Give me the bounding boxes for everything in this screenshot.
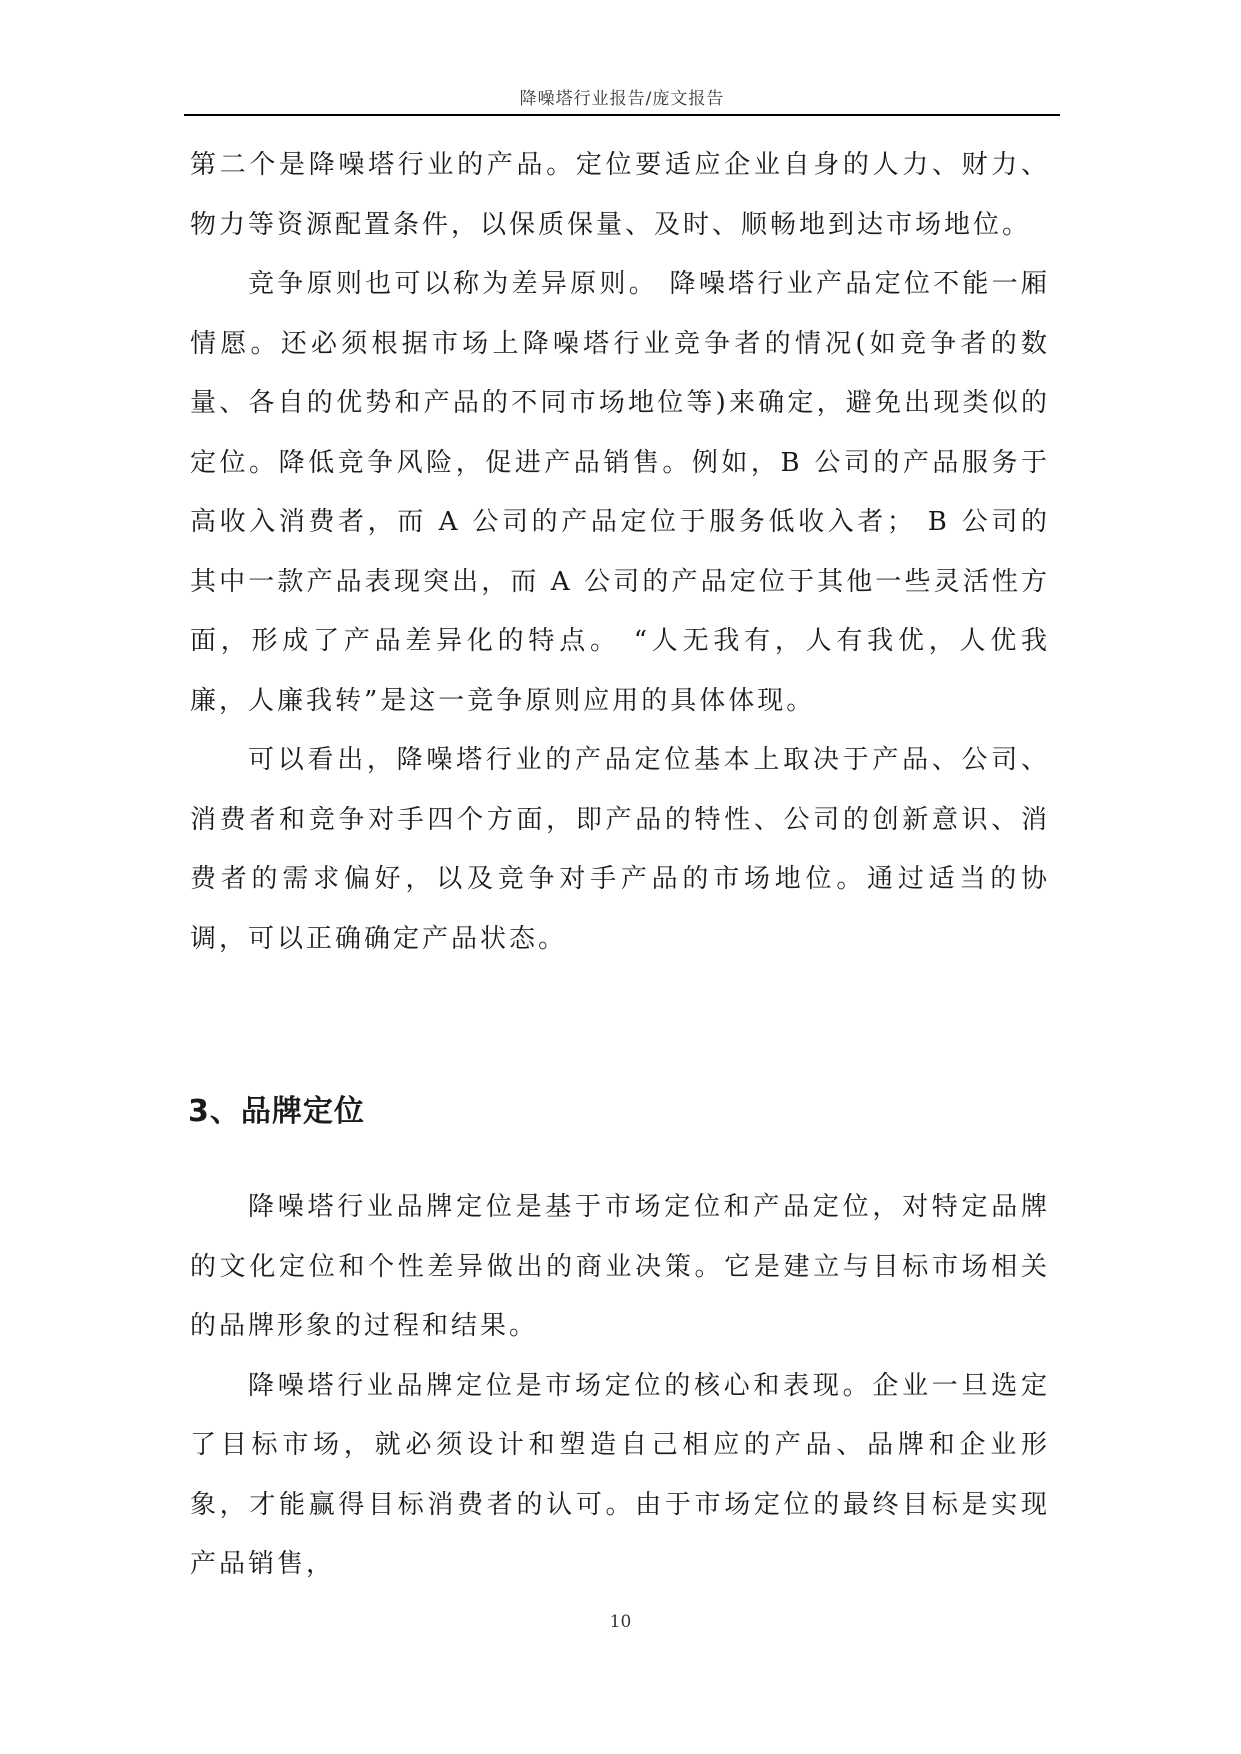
running-header: 降噪塔行业报告/庞文报告 (519, 89, 725, 109)
body-text-bottom (190, 1178, 1050, 1595)
section-heading: 3、品牌定位 (188, 1094, 365, 1129)
body-text-top (190, 136, 1050, 969)
paragraph: 可以看出，降噪塔行业的产品定位基本上取决于产品、公司、消费者和竞争对手四个方面，即产品的特性、公司的创新意识、消费者的需求偏好，以及竞争对手产品的市场地位。通过适当的协调，可以正确确定产品状态。 (190, 745, 1050, 954)
paragraph: 降噪塔行业品牌定位是基于市场定位和产品定位，对特定品牌的文化定位和个性差异做出的商业决策。它是建立与目标市场相关的品牌形象的过程和结果。 (190, 1192, 1050, 1341)
paragraph: 第二个是降噪塔行业的产品。定位要适应企业自身的人力、财力、物力等资源配置条件，以保质保量、及时、顺畅地到达市场地位。 (190, 150, 1050, 240)
paragraph: 竞争原则也可以称为差异原则。 降噪塔行业产品定位不能一厢情愿。还必须根据市场上降噪塔行业竞争者的情况(如竞争者的数量、各自的优势和产品的不同市场地位等)来确定，避免出现类似的定位。降低竞争风险，促进产品销售。例如，B 公司的产品服务于高收入消费者，而 A 公司的产品定位于服务低收入者； B 公司的其中一款产品表现突出，而 A 公司的产品定位于其他一些灵活性方面，形成了产品差异化的特点。 “人无我有，人有我优，人优我廉，人廉我转”是这一竞争原则应用的具体体现。 (190, 269, 1050, 716)
header-divider (184, 114, 1060, 116)
paragraph: 降噪塔行业品牌定位是市场定位的核心和表现。企业一旦选定了目标市场，就必须设计和塑造自己相应的产品、品牌和企业形象，才能赢得目标消费者的认可。由于市场定位的最终目标是实现产品销售， (190, 1370, 1050, 1579)
page-number: 10 (609, 1612, 632, 1632)
